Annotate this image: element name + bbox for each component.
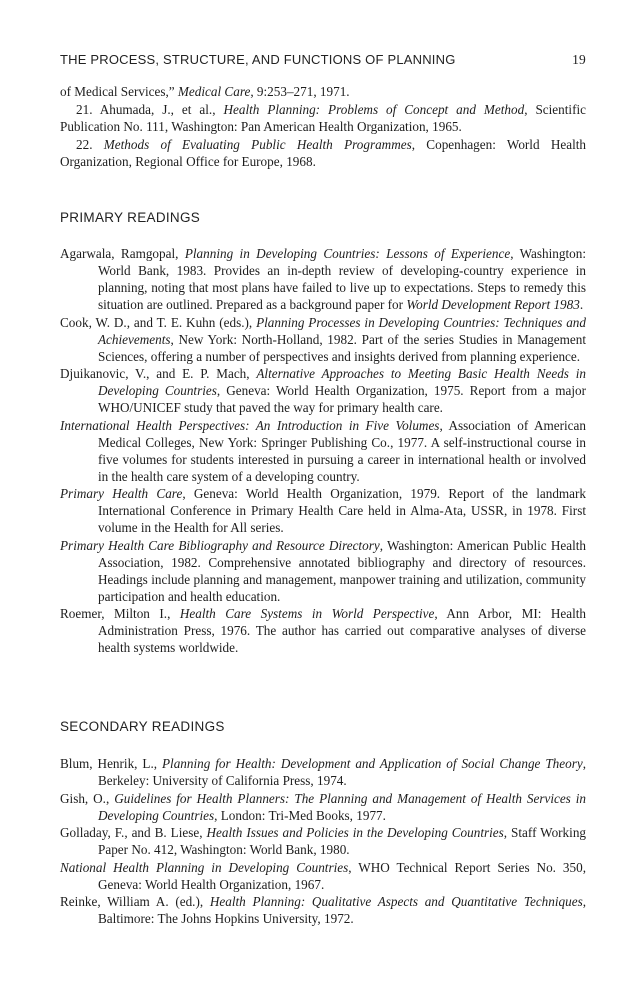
reference-entry: National Health Planning in Developing Countries, WHO Technical Report Series No. 350, Geneva: World Health Organization, 1967. bbox=[60, 859, 586, 892]
reference-entry: Gish, O., Guidelines for Health Planners: The Planning and Management of Health Services in Developing Countries, London: Tri-Med Books, 1977. bbox=[60, 790, 587, 823]
reference-entry: Primary Health Care Bibliography and Resource Directory, Washington: American Public Health Association, 1982. Comprehensive annotated bibliography and directory of resources. Headings include planning and management, manpower training and utilization, community participation and health education. bbox=[60, 537, 587, 604]
reference-entry: Agarwala, Ramgopal, Planning in Developing Countries: Lessons of Experience, Washington: World Bank, 1983. Provides an in-depth review of developing-country experience in planning, noting that most plans have failed to live up to expectations. Steps to remedy this situation are outlined. Prepared as a background paper for World Development Report 1983. bbox=[60, 246, 586, 312]
note-entry: 22. Methods of Evaluating Public Health Programmes, Copenhagen: World Health Organization, Regional Office for Europe, 1968. bbox=[60, 136, 586, 169]
page-number: 19 bbox=[572, 52, 586, 67]
primary-readings-heading: PRIMARY READINGS bbox=[60, 210, 201, 225]
primary-readings-list bbox=[60, 245, 586, 656]
reference-entry: Cook, W. D., and T. E. Kuhn (eds.), Planning Processes in Developing Countries: Techniques and Achievements, New York: North-Holland, 1982. Part of the series Studies in Management Sciences, offering a number of perspectives and insights derived from planning experience. bbox=[60, 314, 586, 364]
reference-entry: Primary Health Care, Geneva: World Health Organization, 1979. Report of the landmark International Conference in Primary Health Care held in Alma-Ata, USSR, in 1978. First volume in the Health for All series. bbox=[60, 486, 587, 535]
reference-entry: Blum, Henrik, L., Planning for Health: Development and Application of Social Change Theory, Berkeley: University of California Press, 1974. bbox=[60, 756, 586, 788]
reference-entry: Reinke, William A. (ed.), Health Planning: Qualitative Aspects and Quantitative Techniques, Baltimore: The Johns Hopkins University, 1972. bbox=[60, 894, 586, 926]
note-entry: 21. Ahumada, J., et al., Health Planning: Problems of Concept and Method, Scientific Publication No. 111, Washington: Pan American Health Organization, 1965. bbox=[60, 101, 586, 134]
reference-entry: Djuikanovic, V., and E. P. Mach, Alternative Approaches to Meeting Basic Health Needs in Developing Countries, Geneva: World Health Organization, 1975. Report from a major WHO/UNICEF study that paved the way for primary health care. bbox=[60, 366, 586, 415]
reference-entry: Golladay, F., and B. Liese, Health Issues and Policies in the Developing Countries, Staff Working Paper No. 412, Washington: World Bank, 1980. bbox=[60, 825, 587, 857]
running-head bbox=[60, 52, 586, 70]
secondary-readings-heading: SECONDARY READINGS bbox=[60, 719, 225, 734]
note-entry: of Medical Services,” Medical Care, 9:253–271, 1971. bbox=[60, 84, 350, 99]
secondary-readings-list bbox=[60, 755, 586, 927]
reference-entry: International Health Perspectives: An Introduction in Five Volumes, Association of American Medical Colleges, New York: Springer Publishing Co., 1977. A self-instructional course in five volumes for students interested in pursuing a career in international health or involved in the health care system of a developing country. bbox=[60, 417, 586, 484]
reference-entry: Roemer, Milton I., Health Care Systems in World Perspective, Ann Arbor, MI: Health Administration Press, 1976. The author has carried out comparative analyses of diverse health systems worldwide. bbox=[60, 606, 587, 655]
running-head-title: THE PROCESS, STRUCTURE, AND FUNCTIONS OF PLANNING bbox=[60, 52, 456, 67]
notes-continuation bbox=[60, 83, 586, 171]
